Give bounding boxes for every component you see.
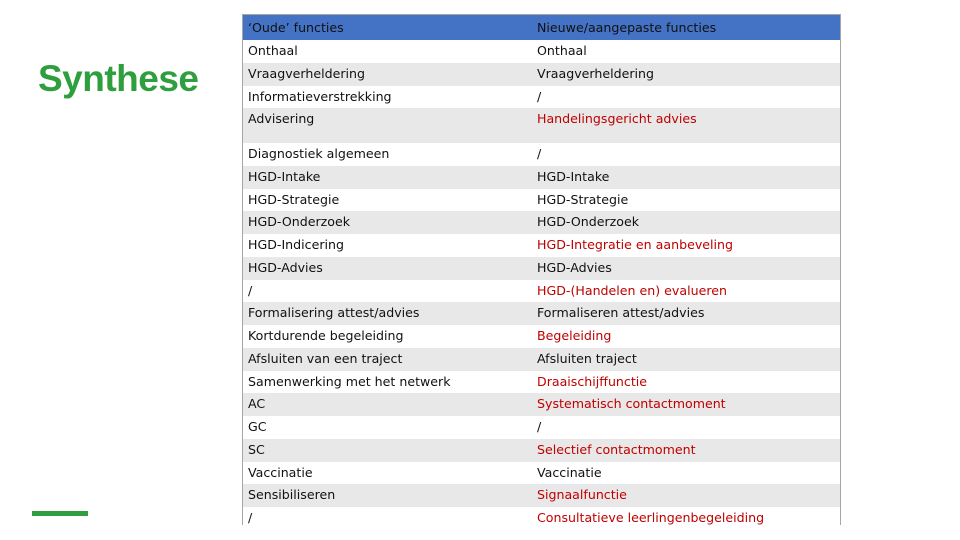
table-row (243, 189, 840, 212)
old-function-cell: Vaccinatie (248, 464, 313, 480)
table-row (243, 439, 840, 462)
table-row (243, 484, 840, 507)
table-row (243, 234, 840, 257)
table-row (243, 143, 840, 166)
new-function-cell: Onthaal (537, 43, 587, 58)
table-header (243, 15, 840, 40)
table-row (243, 462, 840, 485)
row-separator (243, 131, 840, 143)
old-function-cell: GC (248, 419, 267, 434)
accent-bar (32, 511, 88, 516)
old-function-cell: Vraagverheldering (248, 65, 366, 81)
new-function-cell: HGD-Integratie en aanbeveling (537, 237, 733, 252)
new-function-cell: / (537, 88, 542, 104)
old-function-cell: HGD-Advies (248, 259, 323, 275)
new-function-cell: HGD-Strategie (537, 191, 629, 207)
functions-table (242, 14, 841, 525)
table-row (243, 166, 840, 189)
table-row (243, 86, 840, 109)
table-row (243, 108, 840, 131)
old-function-cell: SC (248, 441, 265, 457)
new-function-cell: Selectief contactmoment (537, 441, 696, 457)
table-row (243, 416, 840, 439)
old-function-cell: Afsluiten van een traject (248, 350, 403, 366)
new-function-cell: Handelingsgericht advies (537, 111, 697, 127)
slide-title: Synthese (38, 58, 199, 99)
old-function-cell: Onthaal (248, 43, 298, 58)
new-function-cell: Formaliseren attest/advies (537, 305, 705, 321)
table-row (243, 393, 840, 416)
header-new-functions: Nieuwe/aangepaste functies (537, 20, 717, 35)
new-function-cell: Vaccinatie (537, 464, 602, 480)
old-function-cell: Kortdurende begeleiding (248, 328, 404, 343)
new-function-cell: / (537, 146, 542, 161)
table-row (243, 371, 840, 394)
new-function-cell: Consultatieve leerlingenbegeleiding (537, 510, 765, 525)
old-function-cell: / (248, 510, 253, 525)
new-function-cell: Draaischijffunctie (537, 373, 648, 389)
new-function-cell: HGD-Intake (537, 168, 610, 184)
new-function-cell: Begeleiding (537, 328, 612, 343)
table-row (243, 280, 840, 303)
table-row (243, 348, 840, 371)
old-function-cell: Samenwerking met het netwerk (248, 373, 451, 389)
old-function-cell: Diagnostiek algemeen (248, 146, 390, 161)
old-function-cell: HGD-Intake (248, 168, 321, 184)
new-function-cell: Systematisch contactmoment (537, 396, 726, 412)
old-function-cell: HGD-Onderzoek (248, 214, 350, 230)
new-function-cell: Afsluiten traject (537, 350, 637, 366)
table-row (243, 40, 840, 63)
table-row (243, 325, 840, 348)
old-function-cell: HGD-Strategie (248, 191, 340, 207)
table-row (243, 507, 840, 530)
old-function-cell: Formalisering attest/advies (248, 305, 420, 321)
old-function-cell: Sensibiliseren (248, 487, 336, 503)
table-row (243, 211, 840, 234)
header-old-functions: ‘Oude’ functies (248, 20, 344, 35)
new-function-cell: Vraagverheldering (537, 65, 655, 81)
new-function-cell: HGD-Advies (537, 259, 612, 275)
table-row (243, 63, 840, 86)
new-function-cell: HGD-Onderzoek (537, 214, 639, 230)
old-function-cell: Informatieverstrekking (248, 88, 392, 104)
new-function-cell: HGD-(Handelen en) evalueren (537, 282, 727, 298)
new-function-cell: / (537, 419, 542, 434)
table-row (243, 257, 840, 280)
old-function-cell: Advisering (248, 111, 315, 127)
old-function-cell: HGD-Indicering (248, 237, 344, 252)
table-row (243, 302, 840, 325)
old-function-cell: AC (248, 396, 266, 412)
new-function-cell: Signaalfunctie (537, 487, 627, 503)
old-function-cell: / (248, 282, 253, 298)
